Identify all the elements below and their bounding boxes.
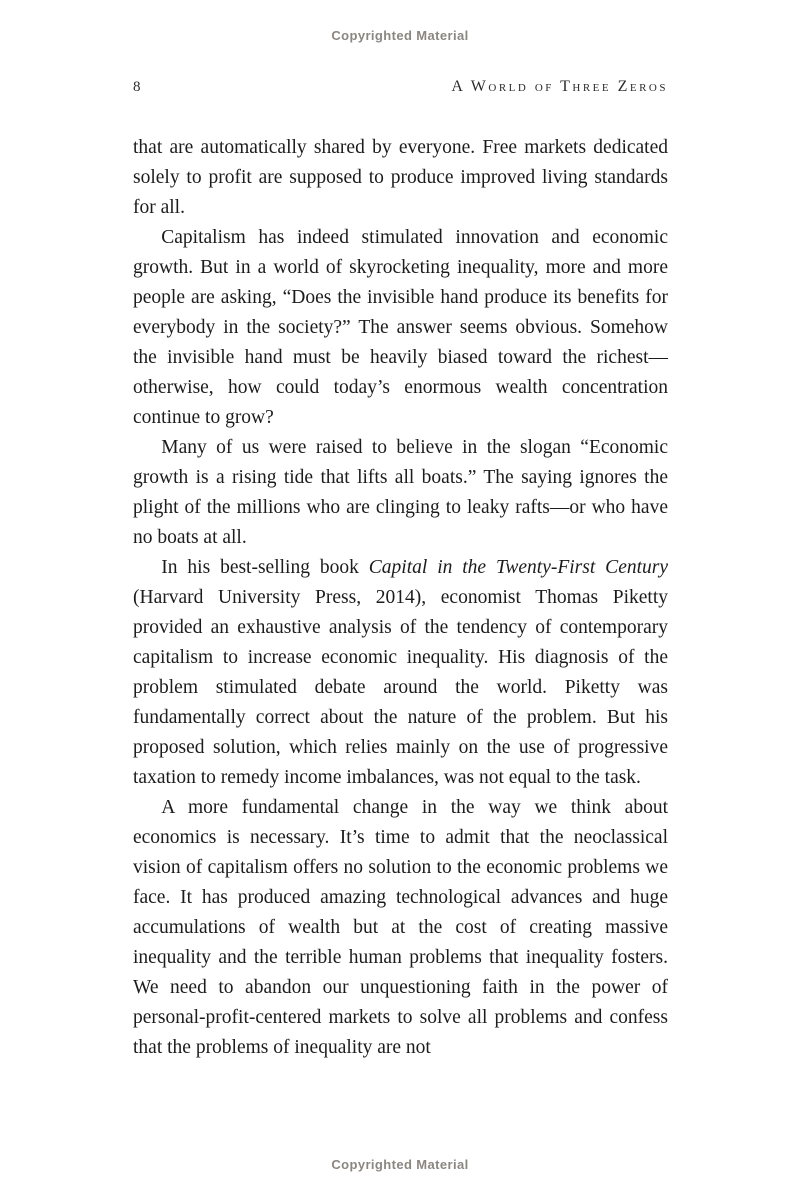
paragraph-1 — [133, 133, 668, 223]
text-segment: Many of us were raised to believe in the slogan “Economic growth is a rising tide that lifts all boats.” The saying ignores the plight of the millions who are clinging to leaky rafts—or who have no boats at all. — [133, 437, 668, 548]
copyright-notice-bottom: Copyrighted Material — [331, 1157, 469, 1172]
paragraph-3 — [133, 433, 668, 553]
text-segment: (Harvard University Press, 2014), economist Thomas Piketty provided an exhaustive analysis of the tendency of contemporary capitalism to increase economic inequality. His diagnosis of the problem stimulated debate around the world. Piketty was fundamentally correct about the nature of the problem. But his proposed solution, which relies mainly on the use of progressive taxation to remedy income imbalances, was not equal to the task. — [133, 587, 668, 788]
copyright-notice-top: Copyrighted Material — [331, 28, 469, 43]
text-segment: that are automatically shared by everyone. Free markets dedicated solely to profit are supposed to produce improved living standards for all. — [133, 137, 668, 218]
paragraph-4 — [133, 553, 668, 793]
book-title-italic: Capital in the Twenty-First Century — [368, 557, 669, 578]
paragraph-2 — [133, 223, 668, 433]
body-text — [133, 133, 668, 1063]
page-header — [133, 78, 668, 96]
running-title: A World of Three Zeros — [451, 78, 668, 95]
text-segment: Capitalism has indeed stimulated innovation and economic growth. But in a world of skyrocketing inequality, more and more people are asking, “Does the invisible hand produce its benefits for everybody in the society?” The answer seems obvious. Somehow the invisible hand must be heavily biased toward the richest—otherwise, how could today’s enormous wealth concentration continue to grow? — [133, 227, 668, 428]
text-segment: In his best-selling book — [161, 557, 369, 578]
text-segment: A more fundamental change in the way we think about economics is necessary. It’s time to admit that the neoclassical vision of capitalism offers no solution to the economic problems we face. It has produced amazing technological advances and huge accumulations of wealth but at the cost of creating massive inequality and the terrible human problems that inequality fosters. We need to abandon our unquestioning faith in the power of personal-profit-centered markets to solve all problems and confess that the problems of inequality are not — [133, 797, 668, 1058]
page-number: 8 — [133, 79, 141, 95]
paragraph-5 — [133, 793, 668, 1063]
